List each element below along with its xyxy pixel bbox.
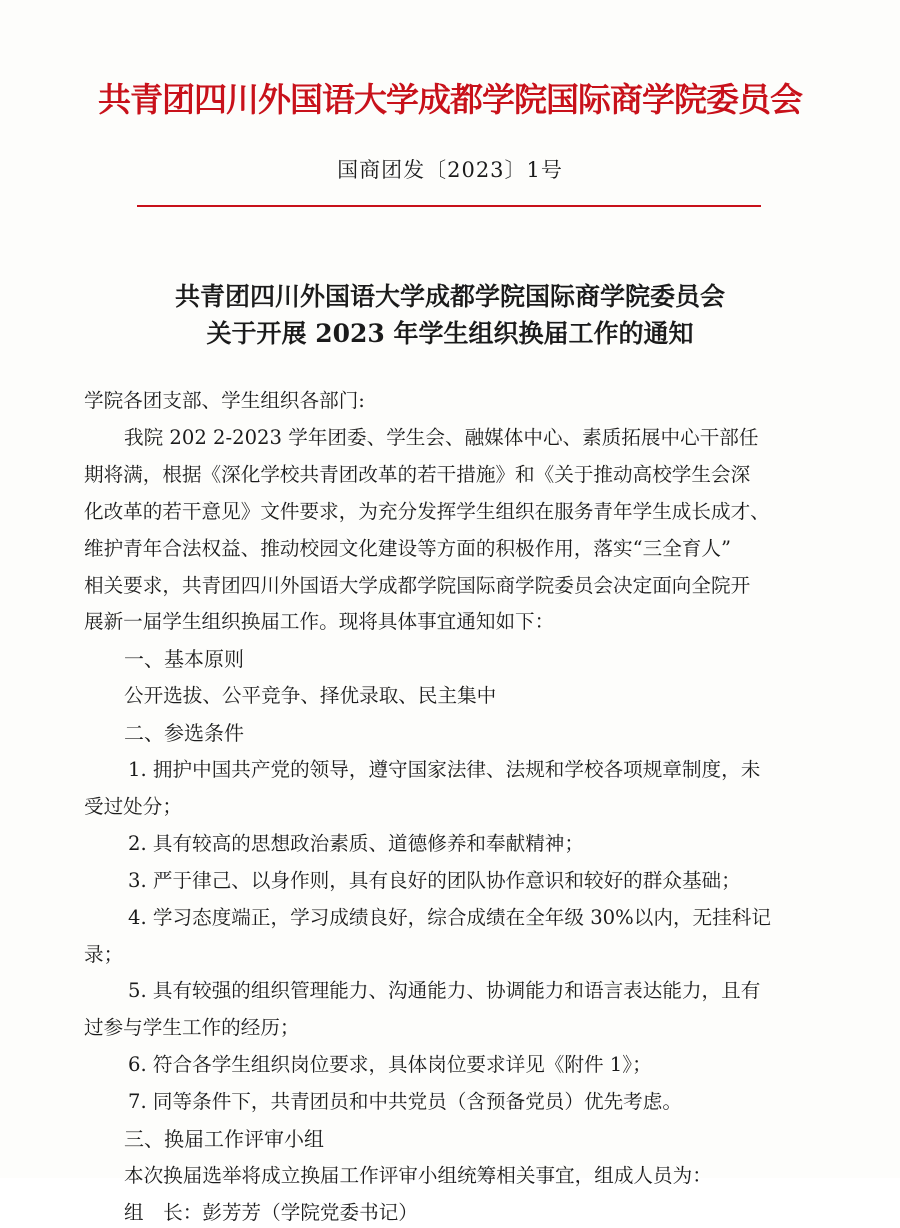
eligibility-line: 过参与学生工作的经历； <box>84 1016 300 1039</box>
review-panel-intro: 本次换届选举将成立换届工作评审小组统筹相关事宜，组成人员为： <box>124 1164 712 1187</box>
document-number: 国商团发〔2023〕1号 <box>337 158 563 182</box>
eligibility-line: 1. 拥护中国共产党的领导，遵守国家法律、法规和学校各项规章制度，未 <box>128 758 761 781</box>
review-panel-leader: 组 长：彭芳芳（学院党委书记） <box>124 1201 418 1224</box>
red-divider <box>137 205 761 207</box>
eligibility-line: 录； <box>84 943 124 966</box>
eligibility-line: 受过处分； <box>84 795 182 818</box>
eligibility-line: 7. 同等条件下，共青团员和中共党员（含预备党员）优先考虑。 <box>128 1090 682 1113</box>
eligibility-line: 5. 具有较强的组织管理能力、沟通能力、协调能力和语言表达能力，且有 <box>128 979 761 1002</box>
eligibility-line: 3. 严于律己、以身作则，具有良好的团队协作意识和较好的群众基础； <box>128 869 741 892</box>
intro-line: 维护青年合法权益、推动校园文化建设等方面的积极作用，落实“三全育人” <box>84 537 732 560</box>
section-heading-principles: 一、基本原则 <box>124 647 244 671</box>
section-heading-review-panel: 三、换届工作评审小组 <box>124 1127 324 1151</box>
document-title-line-2: 关于开展 2023 年学生组织换届工作的通知 <box>206 319 694 348</box>
document-title-line-1: 共青团四川外国语大学成都学院国际商学院委员会 <box>174 282 725 311</box>
eligibility-line: 6. 符合各学生组织岗位要求，具体岗位要求详见《附件 1》； <box>128 1053 652 1076</box>
section-heading-eligibility: 二、参选条件 <box>124 721 244 745</box>
salutation: 学院各团支部、学生组织各部门: <box>84 389 365 412</box>
eligibility-line: 4. 学习态度端正，学习成绩良好，综合成绩在全年级 30%以内，无挂科记 <box>128 906 771 929</box>
eligibility-line: 2. 具有较高的思想政治素质、道德修养和奉献精神； <box>128 832 584 855</box>
organization-header: 共青团四川外国语大学成都学院国际商学院委员会 <box>98 80 802 119</box>
intro-line: 化改革的若干意见》文件要求，为充分发挥学生组织在服务青年学生成长成才、 <box>84 500 770 523</box>
intro-line: 我院 202 2-2023 学年团委、学生会、融媒体中心、素质拓展中心干部任 <box>124 426 759 449</box>
intro-line: 期将满，根据《深化学校共青团改革的若干措施》和《关于推动高校学生会深 <box>84 463 751 486</box>
intro-line: 展新一届学生组织换届工作。现将具体事宜通知如下： <box>84 610 555 633</box>
principles-text: 公开选拔、公平竞争、择优录取、民主集中 <box>124 684 497 707</box>
intro-line: 相关要求，共青团四川外国语大学成都学院国际商学院委员会决定面向全院开 <box>84 574 751 597</box>
